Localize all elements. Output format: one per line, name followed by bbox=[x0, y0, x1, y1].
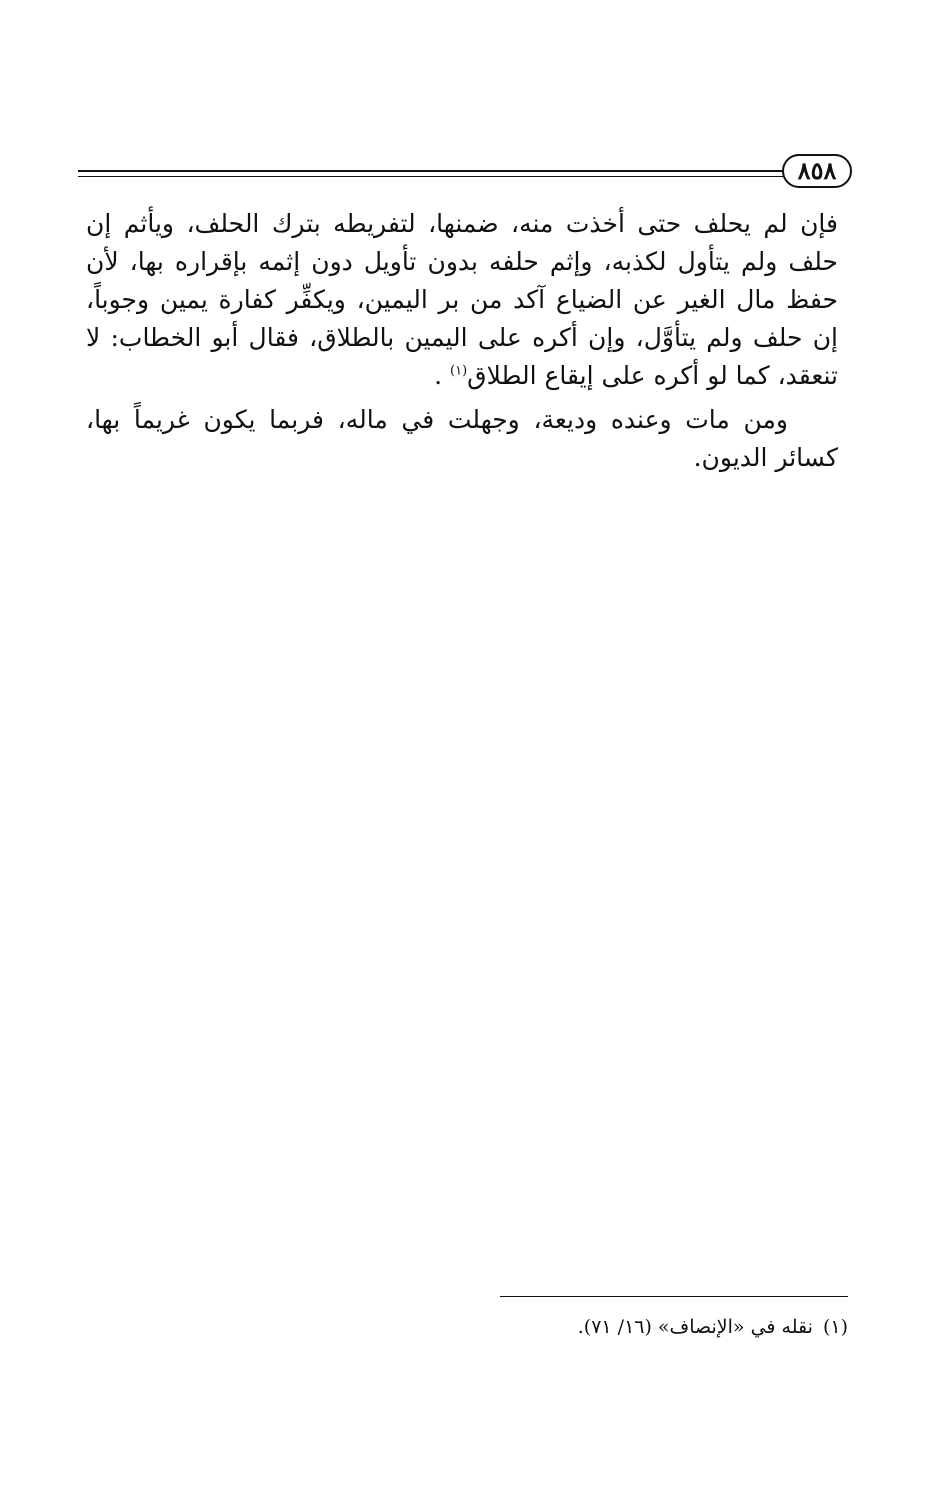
page-header bbox=[78, 148, 852, 198]
page-number: ٨٥٨ bbox=[782, 154, 852, 188]
header-rule-thin bbox=[78, 176, 784, 177]
paragraph-1-line-5 bbox=[86, 357, 838, 395]
paragraph-1-line-4: إن حلف ولم يتأوَّل، وإن أكره على اليمين بالطلاق، فقال أبو الخطاب: لا bbox=[86, 323, 838, 352]
footnote-text: نقله في «الإنصاف» (١٦/ ٧١). bbox=[577, 1316, 813, 1338]
paragraph-1-line-5-end: . bbox=[434, 361, 451, 390]
paragraph-2-line-2: كسائر الديون. bbox=[693, 443, 838, 472]
paragraph-1-line-5-text: تنعقد، كما لو أكره على إيقاع الطلاق bbox=[467, 361, 838, 390]
footnote bbox=[300, 1312, 848, 1342]
paragraph-1-line-3: حفظ مال الغير عن الضياع آكد من بر اليمين، ويكفِّر كفارة يمين وجوباً، bbox=[86, 285, 838, 314]
footnote-number: (١) bbox=[822, 1316, 848, 1338]
body-text bbox=[86, 205, 838, 477]
footnote-reference[interactable]: (١) bbox=[450, 363, 468, 379]
paragraph-1-line-2: حلف ولم يتأول لكذبه، وإثم حلفه بدون تأويل دون إثمه بإقراره بها، لأن bbox=[86, 247, 838, 276]
header-rule bbox=[78, 170, 784, 172]
paragraph-1-line-1: فإن لم يحلف حتى أخذت منه، ضمنها، لتفريطه بترك الحلف، ويأثم إن bbox=[86, 209, 838, 238]
paragraph-2-line-1: ومن مات وعنده وديعة، وجهلت في ماله، فربما يكون غريماً بها، bbox=[86, 405, 788, 434]
footnote-separator bbox=[500, 1296, 848, 1297]
